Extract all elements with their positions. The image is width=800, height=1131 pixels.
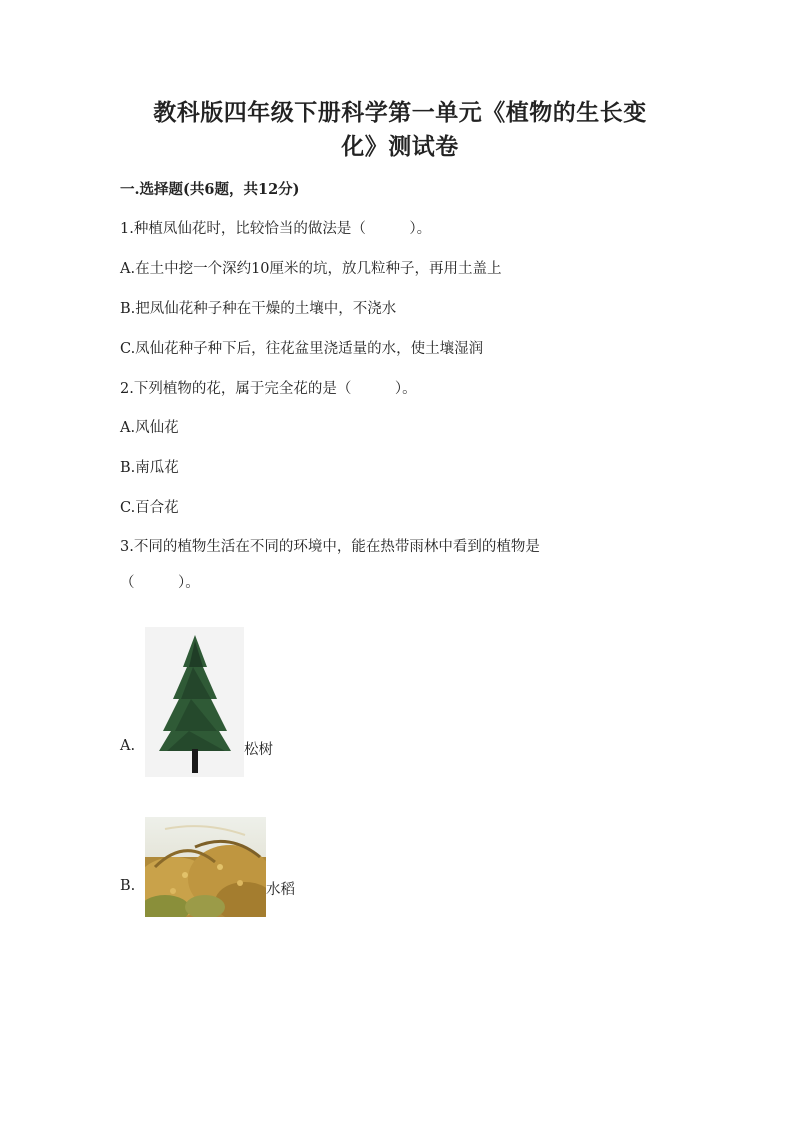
question-3-stem-line-1: 3.不同的植物生活在不同的环境中，能在热带雨林中看到的植物是 bbox=[120, 539, 540, 555]
question-1-option-a[interactable]: A.在土中挖一个深约10厘米的坑，放几粒种子，再用土盖上 bbox=[120, 261, 502, 277]
title-line-2: 化》测试卷 bbox=[341, 133, 459, 160]
rice-photo bbox=[145, 817, 266, 917]
title-line-1: 教科版四年级下册科学第一单元《植物的生长变 bbox=[153, 99, 647, 126]
question-3-option-a-letter: A. bbox=[120, 738, 136, 754]
pine-tree-icon bbox=[145, 627, 244, 777]
question-1-stem: 1.种植凤仙花时，比较恰当的做法是（ ）。 bbox=[120, 221, 432, 237]
question-2-option-c[interactable]: C.百合花 bbox=[120, 500, 179, 516]
question-3-option-b-letter: B. bbox=[120, 878, 136, 894]
page-title bbox=[100, 96, 700, 164]
question-2-option-a[interactable]: A.风仙花 bbox=[120, 420, 179, 436]
question-2-stem: 2.下列植物的花，属于完全花的是（ ）。 bbox=[120, 381, 417, 397]
question-3-option-b-label: 水稻 bbox=[266, 882, 295, 898]
question-3-stem-line-2: （ ）。 bbox=[120, 575, 200, 591]
question-1-option-b[interactable]: B.把凤仙花种子种在干燥的土壤中，不浇水 bbox=[120, 301, 397, 317]
section-heading: 一.选择题(共6题，共12分) bbox=[120, 181, 300, 198]
pine-tree-photo bbox=[145, 627, 244, 777]
question-1-option-c[interactable]: C.凤仙花种子种下后，往花盆里浇适量的水，使土壤湿润 bbox=[120, 341, 484, 357]
rice-icon bbox=[145, 817, 266, 917]
question-3-option-a-label: 松树 bbox=[244, 742, 273, 758]
question-2-option-b[interactable]: B.南瓜花 bbox=[120, 460, 179, 476]
